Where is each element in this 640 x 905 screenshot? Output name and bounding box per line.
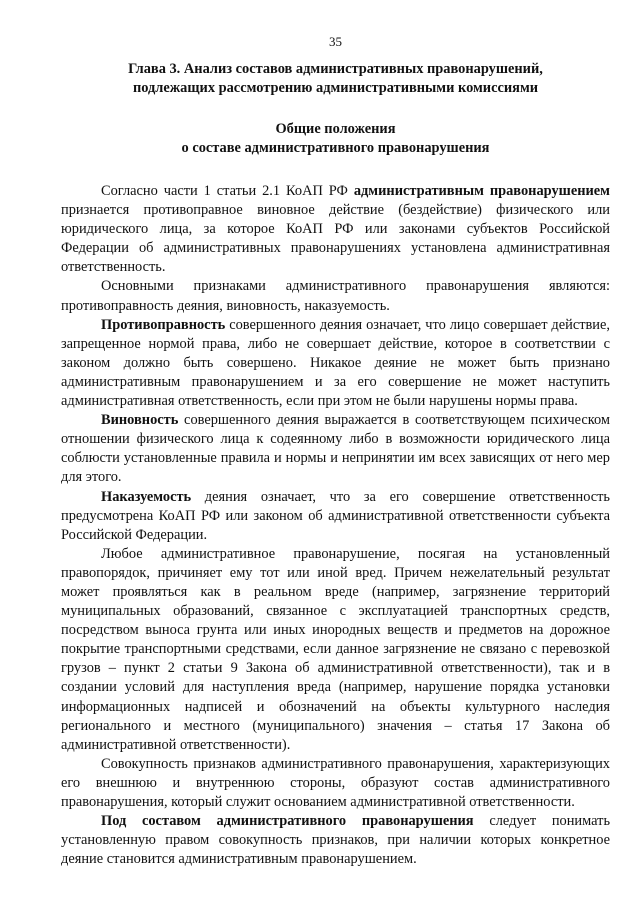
paragraph-signs [61, 277, 610, 315]
page-number: 35 [329, 34, 342, 49]
paragraph-text: совершенного деяния означает, что лицо совершает действие, запрещенное нормой права, либо не совершает действие, которое в соответствии с законом должно быть совершено. Никакое деяние не может быть признано административным правонарушением и за его совершение не может наступить административная ответственность, если при этом не были нарушены нормы права. [61, 316, 610, 410]
paragraph-term: Виновность [101, 412, 179, 429]
paragraph-text: Основными признаками административного правонарушения являются: противоправность деяния, виновность, наказуемость. [61, 278, 610, 314]
section-title-line-2: о составе административного правонарушения [181, 140, 490, 156]
paragraph-guilt [61, 411, 610, 487]
paragraph-text: следует понимать установленную правом совокупность признаков, при наличии которых конкретное деяние становится административным правонарушением. [61, 813, 611, 868]
paragraph-term: административным правонарушением [353, 183, 610, 199]
paragraph-composition [61, 755, 610, 812]
paragraph-text: Любое административное правонарушение, посягая на установленный правопорядок, причиняет ему тот или иной вред. Причем нежелательный результат может проявляться как в реальном вреде (например, загрязнение территорий муниципальных образований, связанное с эксплуатацией транспортных средств, посредством выноса грунта или иных инородных веществ и предметов на дорожное покрытие транспортными средствами, если данное загрязнение не связано с перевозкой грузов – пункт 2 статьи 9 Закона об административной ответственности), так и в создании условий для наступления вреда (например, нарушение порядка установки информационных надписей и обозначений на объекты культурного наследия регионального и местного (муниципального) значения – статья 17 Закона об административной ответственности). [61, 545, 610, 753]
paragraph-definition [61, 182, 610, 277]
paragraph-text: Совокупность признаков административного правонарушения, характеризующих его внешнюю и внутреннюю стороны, образуют состав административного правонарушения, который служит основанием административной ответственности. [61, 755, 610, 810]
body-text [61, 182, 610, 869]
paragraph-punishability [61, 488, 610, 545]
chapter-title [61, 60, 610, 98]
paragraph-text: Согласно части 1 статьи 2.1 КоАП РФ [101, 183, 354, 199]
chapter-title-line-1: Глава 3. Анализ составов административных правонарушений, [128, 61, 543, 77]
paragraph-text: совершенного деяния выражается в соответствующем психическом отношении физического лица к содеянному либо в возможности юридического лица соблюсти установленные правила и нормы и непринятии им всех зависящих от него мер для этого. [61, 412, 610, 486]
paragraph-text: деяния означает, что за его совершение ответственность предусмотрена КоАП РФ или законом об административной ответственности субъекта Российской Федерации. [61, 488, 610, 543]
paragraph-composition-definition [61, 812, 610, 869]
paragraph-text: признается противоправное виновное действие (бездействие) физического или юридического лица, за которое КоАП РФ или законами субъектов Российской Федерации об административных правонарушениях установлена административная ответственность. [61, 202, 610, 276]
paragraph-unlawfulness [61, 316, 610, 411]
section-title-line-1: Общие положения [275, 121, 396, 137]
paragraph-harm [61, 545, 610, 755]
section-title [61, 120, 610, 158]
paragraph-term: Под составом административного правонарушения [101, 813, 474, 830]
paragraph-term: Противоправность [101, 316, 226, 333]
chapter-title-line-2: подлежащих рассмотрению административными комиссиями [132, 80, 539, 96]
paragraph-term: Наказуемость [101, 488, 192, 505]
